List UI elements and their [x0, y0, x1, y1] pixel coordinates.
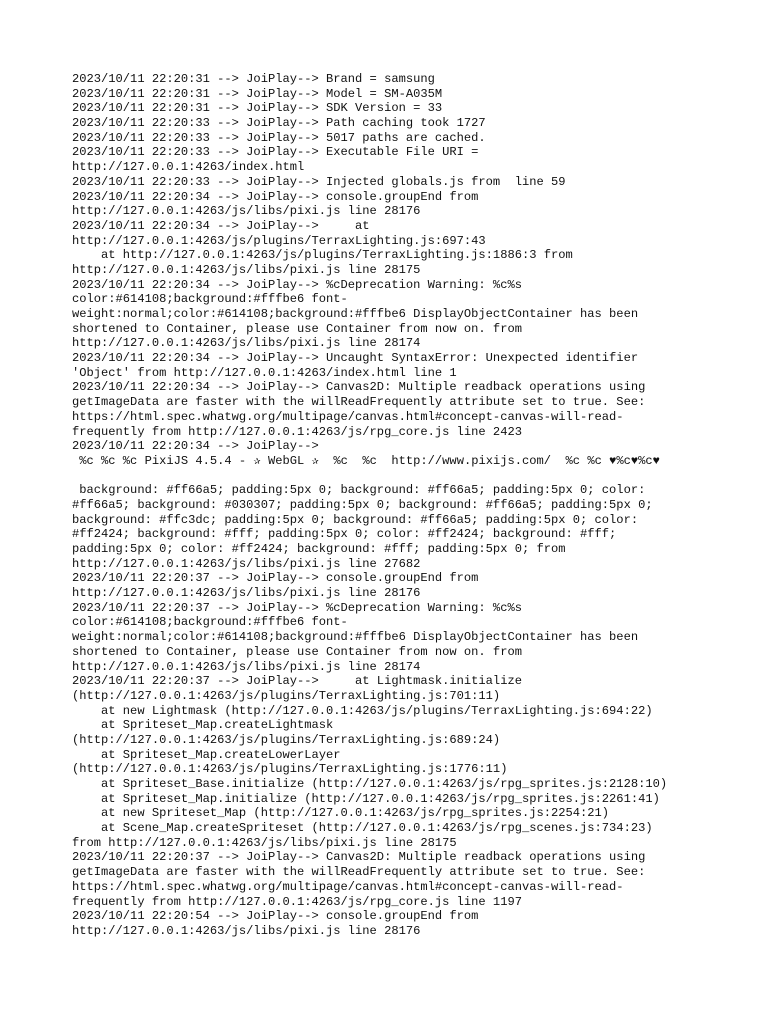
log-line: at new Spriteset_Map (http://127.0.0.1:4263/js/rpg_sprites.js:2254:21): [72, 806, 610, 821]
log-line: 2023/10/11 22:20:33 --> JoiPlay--> Executable File URI =: [72, 145, 479, 160]
log-line: from http://127.0.0.1:4263/js/libs/pixi.js line 28175: [72, 835, 457, 850]
log-line: http://127.0.0.1:4263/js/libs/pixi.js line 28175: [72, 262, 421, 277]
log-line: http://127.0.0.1:4263/js/libs/pixi.js line 28174: [72, 336, 421, 351]
log-line: color:#614108;background:#fffbe6 font-: [72, 615, 348, 630]
log-line: %c %c %c PixiJS 4.5.4 - ✰ WebGL ✰ %c %c http://www.pixijs.com/ %c %c ♥%c♥%c♥: [72, 453, 660, 468]
log-line: http://127.0.0.1:4263/js/plugins/TerraxLighting.js:697:43: [72, 233, 486, 248]
log-line: padding:5px 0; color: #ff2424; background: #fff; padding:5px 0; from: [72, 542, 566, 556]
log-line: #ff2424; background: #fff; padding:5px 0; color: #ff2424; background: #fff;: [72, 527, 617, 542]
log-line: https://html.spec.whatwg.org/multipage/canvas.html#concept-canvas-will-read-: [72, 879, 624, 894]
log-line: color:#614108;background:#fffbe6 font-: [72, 292, 348, 307]
log-line: 2023/10/11 22:20:37 --> JoiPlay--> %cDeprecation Warning: %c%s: [72, 600, 522, 615]
log-line: 2023/10/11 22:20:34 --> JoiPlay-->: [72, 439, 319, 454]
log-line: http://127.0.0.1:4263/js/libs/pixi.js line 28176: [72, 586, 421, 601]
log-line: at Spriteset_Base.initialize (http://127.0.0.1:4263/js/rpg_sprites.js:2128:10): [72, 777, 668, 791]
log-line: shortened to Container, please use Container from now on. from: [72, 644, 522, 659]
log-line: http://127.0.0.1:4263/js/libs/pixi.js line 28174: [72, 659, 421, 674]
log-line: 2023/10/11 22:20:31 --> JoiPlay--> Model = SM-A035M: [72, 86, 443, 101]
log-line: at Spriteset_Map.createLightmask: [72, 718, 334, 733]
log-line: 2023/10/11 22:20:54 --> JoiPlay--> console.groupEnd from: [72, 909, 479, 924]
log-line: shortened to Container, please use Container from now on. from: [72, 321, 522, 336]
log-line: background: #ffc3dc; padding:5px 0; background: #ff66a5; padding:5px 0; color:: [72, 512, 639, 527]
log-line: 2023/10/11 22:20:37 --> JoiPlay--> at Lightmask.initialize: [72, 674, 522, 689]
log-line: 2023/10/11 22:20:33 --> JoiPlay--> Path caching took 1727: [72, 116, 486, 131]
log-line: background: #ff66a5; padding:5px 0; background: #ff66a5; padding:5px 0; color:: [72, 483, 646, 498]
log-line: getImageData are faster with the willReadFrequently attribute set to true. See:: [72, 865, 646, 880]
log-line: (http://127.0.0.1:4263/js/plugins/TerraxLighting.js:689:24): [72, 732, 501, 747]
log-line: at Scene_Map.createSpriteset (http://127.0.0.1:4263/js/rpg_scenes.js:734:23): [72, 821, 653, 836]
log-line: http://127.0.0.1:4263/index.html: [72, 160, 305, 175]
log-line: weight:normal;color:#614108;background:#fffbe6 DisplayObjectContainer has been: [72, 630, 639, 645]
log-text: [72, 72, 712, 939]
log-line: http://127.0.0.1:4263/js/libs/pixi.js line 27682: [72, 556, 421, 571]
log-line: #ff66a5; background: #030307; padding:5px 0; background: #ff66a5; padding:5px 0;: [72, 497, 653, 512]
log-line: weight:normal;color:#614108;background:#fffbe6 DisplayObjectContainer has been: [72, 307, 639, 321]
log-line: 2023/10/11 22:20:33 --> JoiPlay--> Injected globals.js from line 59: [72, 174, 566, 189]
log-line: http://127.0.0.1:4263/js/libs/pixi.js line 28176: [72, 923, 421, 938]
log-line: getImageData are faster with the willReadFrequently attribute set to true. See:: [72, 395, 646, 410]
log-line: 2023/10/11 22:20:31 --> JoiPlay--> Brand = samsung: [72, 72, 435, 86]
log-line: [72, 469, 712, 484]
log-line: 2023/10/11 22:20:33 --> JoiPlay--> 5017 paths are cached.: [72, 130, 486, 145]
log-line: 2023/10/11 22:20:37 --> JoiPlay--> console.groupEnd from: [72, 571, 479, 586]
log-line: at Spriteset_Map.createLowerLayer: [72, 747, 341, 762]
log-line: 'Object' from http://127.0.0.1:4263/index.html line 1: [72, 365, 457, 380]
log-line: 2023/10/11 22:20:34 --> JoiPlay--> %cDeprecation Warning: %c%s: [72, 277, 522, 292]
log-line: at Spriteset_Map.initialize (http://127.0.0.1:4263/js/rpg_sprites.js:2261:41): [72, 791, 660, 806]
log-line: frequently from http://127.0.0.1:4263/js/rpg_core.js line 2423: [72, 424, 522, 439]
log-line: 2023/10/11 22:20:34 --> JoiPlay--> Canvas2D: Multiple readback operations using: [72, 380, 646, 395]
log-line: 2023/10/11 22:20:34 --> JoiPlay--> console.groupEnd from: [72, 189, 479, 204]
log-line: https://html.spec.whatwg.org/multipage/canvas.html#concept-canvas-will-read-: [72, 409, 624, 424]
log-line: 2023/10/11 22:20:31 --> JoiPlay--> SDK Version = 33: [72, 101, 443, 116]
log-line: 2023/10/11 22:20:37 --> JoiPlay--> Canvas2D: Multiple readback operations using: [72, 850, 646, 865]
log-line: 2023/10/11 22:20:34 --> JoiPlay--> Uncaught SyntaxError: Unexpected identifier: [72, 351, 639, 366]
log-line: (http://127.0.0.1:4263/js/plugins/TerraxLighting.js:701:11): [72, 688, 501, 703]
log-line: at new Lightmask (http://127.0.0.1:4263/js/plugins/TerraxLighting.js:694:22): [72, 703, 653, 718]
log-line: at http://127.0.0.1:4263/js/plugins/TerraxLighting.js:1886:3 from: [72, 248, 573, 263]
log-line: http://127.0.0.1:4263/js/libs/pixi.js line 28176: [72, 204, 421, 219]
log-line: (http://127.0.0.1:4263/js/plugins/TerraxLighting.js:1776:11): [72, 762, 508, 777]
log-line: 2023/10/11 22:20:34 --> JoiPlay--> at: [72, 218, 370, 233]
log-line: frequently from http://127.0.0.1:4263/js/rpg_core.js line 1197: [72, 894, 522, 909]
